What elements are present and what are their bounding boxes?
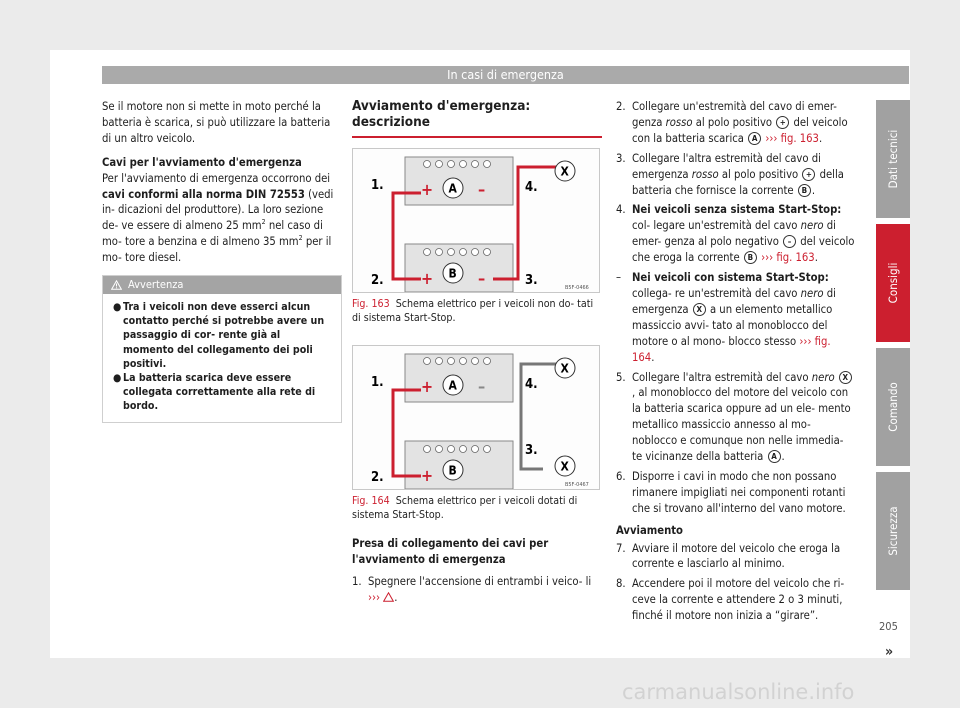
figure-164-caption: Fig. 164 Schema elettrico per i veicoli dotati di sistema Start-Stop.: [352, 494, 578, 521]
column-right: [616, 99, 856, 628]
procedure-step: 4. Nei veicoli senza sistema Start-Stop: col- legare un'estremità del cavo nero di emer- genza al polo negativo – del veicolo che eroga la corrente B ››› fig. 163.: [616, 203, 855, 265]
svg-text:3.: 3.: [525, 442, 538, 458]
figure-163-caption: Fig. 163 Schema elettrico per i veicoli non do- tati di sistema Start-Stop.: [352, 297, 594, 324]
section-title: Avviamento d'emergenza: descrizione: [352, 99, 602, 138]
procedure-heading: Presa di collegamento dei cavi per l'avviamento di emergenza: [352, 536, 549, 566]
start-heading: Avviamento: [616, 523, 683, 537]
figure-163: [352, 148, 600, 293]
figure-link[interactable]: ››› fig. 163: [761, 251, 815, 265]
manual-page: [50, 50, 910, 658]
symbol-badge: +: [776, 116, 789, 129]
svg-text:+: +: [421, 268, 434, 288]
symbol-badge: X: [693, 303, 706, 316]
step-1: 1. Spegnere l'accensione di entrambi i veico- li ››› .: [352, 574, 592, 604]
procedure-step: 8. Accendere poi il motore del veicolo che ri- ceve la corrente e attendere 2 o 3 minuti, finché il motore non inizia a “girare”.: [616, 577, 845, 623]
label-x: X: [560, 164, 569, 179]
svg-text:X: X: [560, 459, 569, 474]
procedure-step: 2. Collegare un'estremità del cavo di emer- genza rosso al polo positivo + del veicolo con la batteria scarica A ››› fig. 163.: [616, 100, 848, 145]
cables-paragraph: Per l'avviamento di emergenza occorrono dei cavi conformi alla norma DIN 72553 (vedi in- dicazioni del produttore). La loro sezione de- ve essere di almeno 25 $mm^2$ nel caso di mo- tore a benzina e di almeno 35 $mm^2$ per il mo- tore diesel.: [102, 171, 334, 265]
svg-text:2.: 2.: [371, 272, 384, 288]
page-header: In casi di emergenza: [102, 66, 909, 84]
watermark: carmanualsonline.info: [622, 680, 855, 704]
warning-body: [103, 294, 341, 422]
figure-link[interactable]: ››› fig. 163: [765, 131, 819, 145]
cables-heading: Cavi per l'avviamento d'emergenza: [102, 155, 302, 169]
symbol-badge: B: [744, 251, 757, 264]
symbol-badge: –: [783, 235, 796, 248]
tab-dati-tecnici[interactable]: Dati tecnici: [876, 100, 910, 218]
svg-text:B5F-0466: B5F-0466: [565, 284, 589, 291]
svg-text:+: +: [421, 179, 434, 199]
symbol-badge: A: [768, 450, 781, 463]
svg-text:3.: 3.: [525, 272, 538, 288]
symbol-badge: B: [798, 184, 811, 197]
svg-text:+: +: [421, 376, 434, 396]
tab-sicurezza[interactable]: Sicurezza: [876, 472, 910, 590]
symbol-badge: X: [839, 371, 852, 384]
svg-text:2.: 2.: [371, 469, 384, 485]
column-left: [102, 99, 342, 423]
intro-paragraph: Se il motore non si mette in moto perché la batteria è scarica, si può utilizzare la batteria di un altro veicolo.: [102, 100, 331, 145]
svg-text:B: B: [448, 463, 457, 478]
svg-text:–: –: [478, 376, 486, 396]
label-a: A: [448, 181, 457, 196]
svg-text:–: –: [478, 268, 486, 288]
svg-text:4.: 4.: [525, 376, 538, 392]
procedure-step: 6. Disporre i cavi in modo che non possano rimanere impigliati nei componenti rotanti che si trovano all'interno del vano motore.: [616, 469, 846, 515]
procedure-step: 7. Avviare il motore del veicolo che eroga la corrente e lasciarlo al minimo.: [616, 541, 841, 571]
svg-text:–: –: [478, 179, 486, 199]
page-number: 205: [879, 620, 898, 633]
procedure-step: – Nei veicoli con sistema Start-Stop: collega- re un'estremità del cavo nero di emergenza X a un elemento metallico massiccio avvi- tato al monoblocco del motore o al mono- blocco stesso ››› fig. 164.: [616, 271, 836, 364]
warning-bullet: ● La batteria scarica deve essere collegata correttamente alla rete di bordo.: [113, 372, 316, 413]
svg-text:B5F-0467: B5F-0467: [565, 481, 589, 488]
tab-consigli[interactable]: Consigli: [876, 224, 910, 342]
warning-bullet: ● Tra i veicoli non deve esserci alcun contatto perché si potrebbe avere un passaggio di cor- rente già al momento del collegamento dei poli positivi.: [113, 301, 325, 370]
jump-start-diagram-164: [353, 346, 599, 489]
svg-text:4.: 4.: [525, 179, 538, 195]
figure-164: [352, 345, 600, 490]
svg-text:1.: 1.: [371, 177, 384, 193]
symbol-badge: +: [802, 168, 815, 181]
continue-marker: »: [885, 644, 894, 660]
svg-text:1.: 1.: [371, 374, 384, 390]
figure-link[interactable]: ››› fig. 164: [632, 334, 831, 364]
procedure-step: 3. Collegare l'altra estremità del cavo di emergenza rosso al polo positivo + della batteria che fornisce la corrente B .: [616, 151, 844, 197]
warning-triangle-icon: [111, 278, 122, 296]
svg-text:+: +: [421, 465, 434, 485]
warning-box: [102, 275, 342, 423]
svg-text:X: X: [560, 361, 569, 376]
procedure-step: 5. Collegare l'altra estremità del cavo nero X, al monoblocco del motore del veicolo con la batteria scarica oppure ad un ele- mento metallico massiccio annesso al mo- noblocco e comunque non nelle immedia- te vicinanze della batteria A .: [616, 370, 851, 464]
warning-title: Avvertenza: [128, 278, 184, 292]
warning-header: [103, 276, 341, 294]
symbol-badge: A: [748, 132, 761, 145]
tab-comando[interactable]: Comando: [876, 348, 910, 466]
column-middle: [352, 99, 602, 609]
jump-start-diagram-163: [353, 149, 599, 292]
svg-text:A: A: [448, 378, 457, 393]
label-b: B: [448, 266, 457, 281]
warning-triangle-icon: [383, 591, 394, 604]
